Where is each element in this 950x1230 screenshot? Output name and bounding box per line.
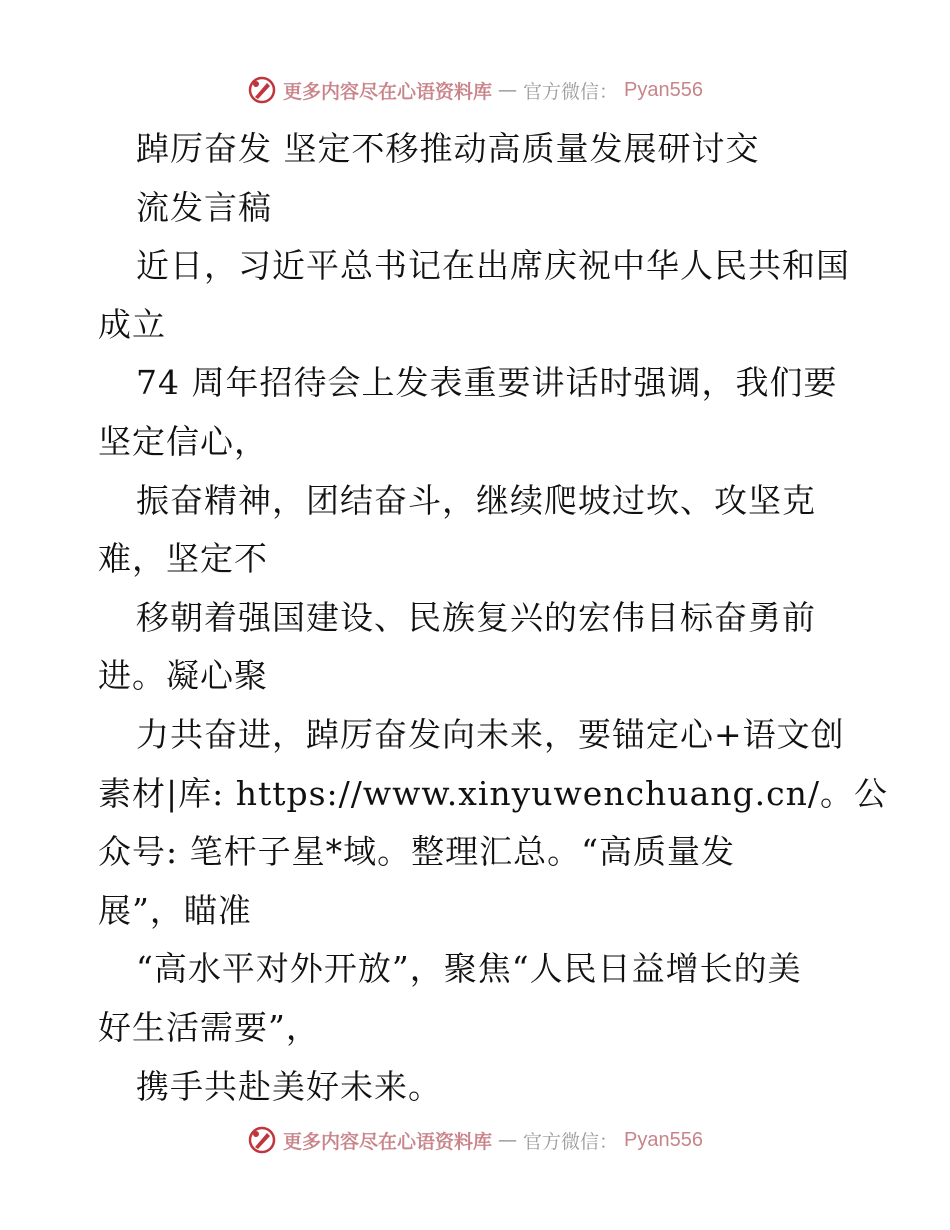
page-header — [0, 70, 950, 110]
paragraph-line: 成立 — [98, 304, 166, 344]
paragraph-line: 素材|库: https://www.xinyuwenchuang.cn/。公 — [98, 773, 888, 813]
header-dash: — — [498, 79, 518, 101]
paragraph-line: 好生活需要”， — [98, 1007, 320, 1047]
footer-wechat-id: Pyan556 — [624, 1128, 703, 1151]
footer-brand — [247, 1125, 703, 1155]
title-line-1: 踔厉奋发 坚定不移推动高质量发展研讨交 — [136, 129, 760, 168]
title-line-2: 流发言稿 — [136, 187, 272, 227]
paragraph-line: 展”，瞄准 — [98, 890, 252, 930]
document-body — [98, 120, 888, 1116]
pen-circle-icon — [247, 1125, 277, 1155]
page-footer — [0, 1120, 950, 1160]
paragraph-line: 移朝着强国建设、民族复兴的宏伟目标奋勇前 — [136, 597, 816, 637]
pen-circle-icon — [247, 75, 277, 105]
footer-brand-text: 更多内容尽在心语资料库 — [283, 1130, 493, 1153]
paragraph-line: “高水平对外开放”，聚焦“人民日益增长的美 — [136, 949, 802, 989]
paragraph-line: 近日，习近平总书记在出席庆祝中华人民共和国 — [136, 246, 850, 286]
header-brand-text: 更多内容尽在心语资料库 — [283, 80, 493, 103]
paragraph-line: 振奋精神，团结奋斗，继续爬坡过坎、攻坚克 — [136, 480, 816, 520]
footer-dash: — — [498, 1129, 518, 1151]
paragraph-line: 难，坚定不 — [98, 539, 268, 579]
header-wechat-id: Pyan556 — [624, 78, 703, 101]
header-brand — [247, 75, 703, 105]
paragraph-line: 进。凝心聚 — [98, 656, 268, 696]
header-wechat-label: 官方微信： — [523, 80, 619, 103]
footer-wechat-label: 官方微信： — [523, 1130, 619, 1153]
paragraph-line: 坚定信心， — [98, 421, 268, 461]
paragraph-line: 众号: 笔杆子星*域。整理汇总。“高质量发 — [98, 832, 735, 872]
paragraph-line: 74 周年招待会上发表重要讲话时强调，我们要 — [136, 363, 838, 403]
paragraph-line: 携手共赴美好未来。 — [136, 1066, 442, 1106]
paragraph-line: 力共奋进，踔厉奋发向未来，要锚定心+语文创 — [136, 714, 845, 754]
